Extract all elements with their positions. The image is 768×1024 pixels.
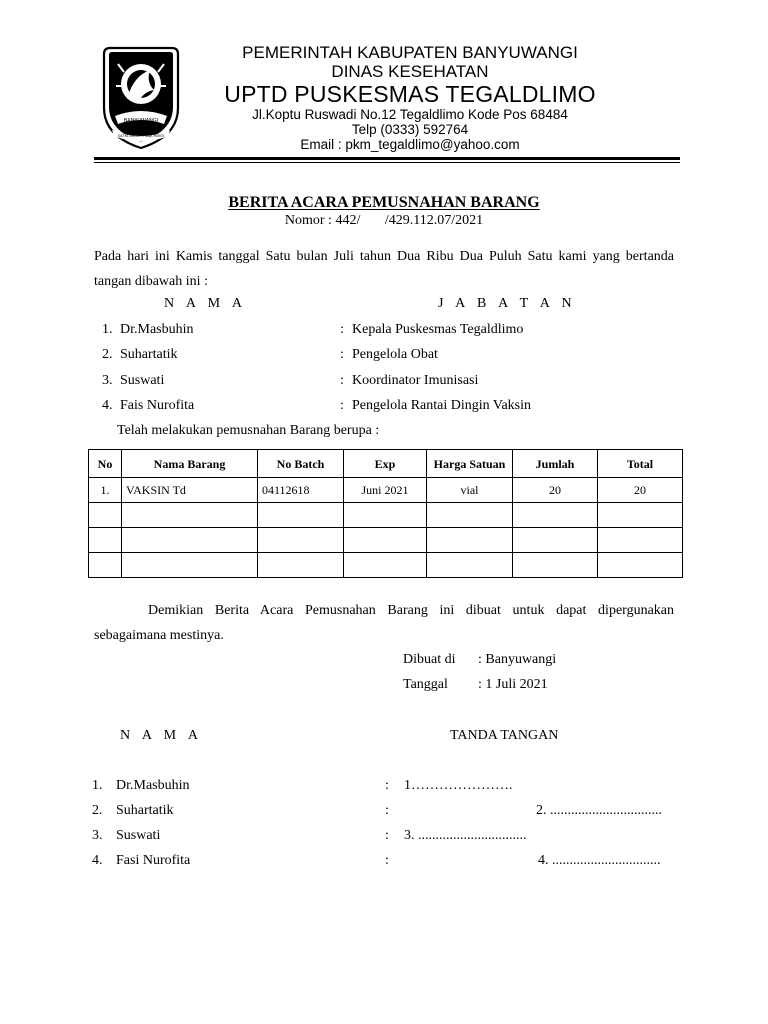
logo-motto-text: SATYA BHAKTI PRAJA MUKTI [117, 134, 165, 138]
header-total: Total [598, 450, 683, 478]
person-number: 1. [102, 322, 113, 337]
letterhead-thick-rule [94, 157, 680, 160]
header-no: No [89, 450, 122, 478]
column-header-jabatan: J A B A T A N [438, 296, 577, 311]
cell-jumlah: 20 [513, 478, 598, 503]
signature-name: Suswati [116, 828, 161, 843]
cell-exp: Juni 2021 [344, 478, 427, 503]
table-row [89, 553, 683, 578]
signature-name: Dr.Masbuhin [116, 778, 190, 793]
signature-line: 1…………………. [404, 778, 513, 793]
cell-no-batch [258, 503, 344, 528]
cell-jumlah [513, 553, 598, 578]
cell-nama-barang [122, 503, 258, 528]
person-separator: : [340, 347, 344, 362]
signature-separator: : [385, 853, 389, 868]
signature-separator: : [385, 778, 389, 793]
person-role: Kepala Puskesmas Tegaldlimo [352, 322, 524, 337]
person-name: Suswati [120, 373, 165, 388]
person-separator: : [340, 373, 344, 388]
signature-line: 3. ............................... [404, 828, 527, 843]
cell-exp [344, 503, 427, 528]
tanggal-value: : 1 Juli 2021 [478, 677, 548, 692]
document-title: BERITA ACARA PEMUSNAHAN BARANG [228, 194, 540, 211]
cell-nama-barang [122, 528, 258, 553]
dibuat-di-label: Dibuat di [403, 652, 456, 667]
signature-line: 4. ............................... [538, 853, 661, 868]
person-role: Koordinator Imunisasi [352, 373, 479, 388]
person-number: 3. [102, 373, 113, 388]
person-role: Pengelola Rantai Dingin Vaksin [352, 398, 531, 413]
person-role: Pengelola Obat [352, 347, 438, 362]
signature-separator: : [385, 803, 389, 818]
cell-no [89, 528, 122, 553]
person-separator: : [340, 398, 344, 413]
cell-harga-satuan [427, 553, 513, 578]
cell-jumlah [513, 528, 598, 553]
signature-header-tanda-tangan: TANDA TANGAN [450, 728, 559, 743]
signature-separator: : [385, 828, 389, 843]
signature-number: 4. [92, 853, 103, 868]
person-number: 4. [102, 398, 113, 413]
letterhead-government-name: PEMERINTAH KABUPATEN BANYUWANGI [242, 43, 578, 62]
cell-total [598, 503, 683, 528]
header-harga-satuan: Harga Satuan [427, 450, 513, 478]
cell-total [598, 553, 683, 578]
table-row [89, 503, 683, 528]
tanggal-label: Tanggal [403, 677, 448, 692]
cell-no-batch: 04112618 [258, 478, 344, 503]
dibuat-di-value: : Banyuwangi [478, 652, 557, 667]
cell-no [89, 503, 122, 528]
letterhead-office-name: UPTD PUSKESMAS TEGALDLIMO [224, 81, 596, 107]
table-row [89, 478, 683, 503]
signature-line: 2. ................................ [536, 803, 662, 818]
person-name: Dr.Masbuhin [120, 322, 194, 337]
cell-nama-barang: VAKSIN Td [122, 478, 258, 503]
table-header-row [89, 450, 683, 478]
letterhead-email: Email : pkm_tegaldlimo@yahoo.com [300, 137, 520, 152]
cell-no-batch [258, 553, 344, 578]
letterhead-department-name: DINAS KESEHATAN [331, 62, 489, 81]
person-name: Suhartatik [120, 347, 178, 362]
cell-total [598, 528, 683, 553]
banyuwangi-emblem-logo [98, 46, 184, 150]
signature-number: 3. [92, 828, 103, 843]
cell-total: 20 [598, 478, 683, 503]
document-number: Nomor : 442/ /429.112.07/2021 [284, 213, 484, 228]
person-separator: : [340, 322, 344, 337]
column-header-nama: N A M A [164, 296, 247, 311]
cell-harga-satuan: vial [427, 478, 513, 503]
signature-header-nama: N A M A [120, 728, 203, 743]
header-jumlah: Jumlah [513, 450, 598, 478]
cell-nama-barang [122, 553, 258, 578]
cell-no [89, 553, 122, 578]
cell-jumlah [513, 503, 598, 528]
destroyed-items-table [88, 449, 683, 578]
intro-paragraph: Pada hari ini Kamis tanggal Satu bulan Juli tahun Dua Ribu Dua Puluh Satu kami yang bertanda tangan dibawah ini : [94, 249, 674, 289]
person-name: Fais Nurofita [120, 398, 195, 413]
telah-statement: Telah melakukan pemusnahan Barang berupa : [117, 423, 380, 438]
closing-paragraph: Demikian Berita Acara Pemusnahan Barang ini dibuat untuk dapat dipergunakan sebagaimana mestinya. [94, 603, 674, 643]
letterhead-phone: Telp (0333) 592764 [351, 122, 469, 137]
cell-harga-satuan [427, 503, 513, 528]
signature-number: 1. [92, 778, 103, 793]
signature-number: 2. [92, 803, 103, 818]
header-nama-barang: Nama Barang [122, 450, 258, 478]
cell-no-batch [258, 528, 344, 553]
header-exp: Exp [344, 450, 427, 478]
signature-name: Suhartatik [116, 803, 174, 818]
person-number: 2. [102, 347, 113, 362]
header-no-batch: No Batch [258, 450, 344, 478]
cell-exp [344, 528, 427, 553]
logo-banyuwangi-text: BANYUWANGI [123, 118, 159, 124]
cell-exp [344, 553, 427, 578]
letterhead-address: Jl.Koptu Ruswadi No.12 Tegaldlimo Kode Pos 68484 [252, 107, 568, 122]
cell-harga-satuan [427, 528, 513, 553]
letterhead-thin-rule [94, 162, 680, 163]
cell-no: 1. [89, 478, 122, 503]
table-row [89, 528, 683, 553]
signature-name: Fasi Nurofita [116, 853, 191, 868]
